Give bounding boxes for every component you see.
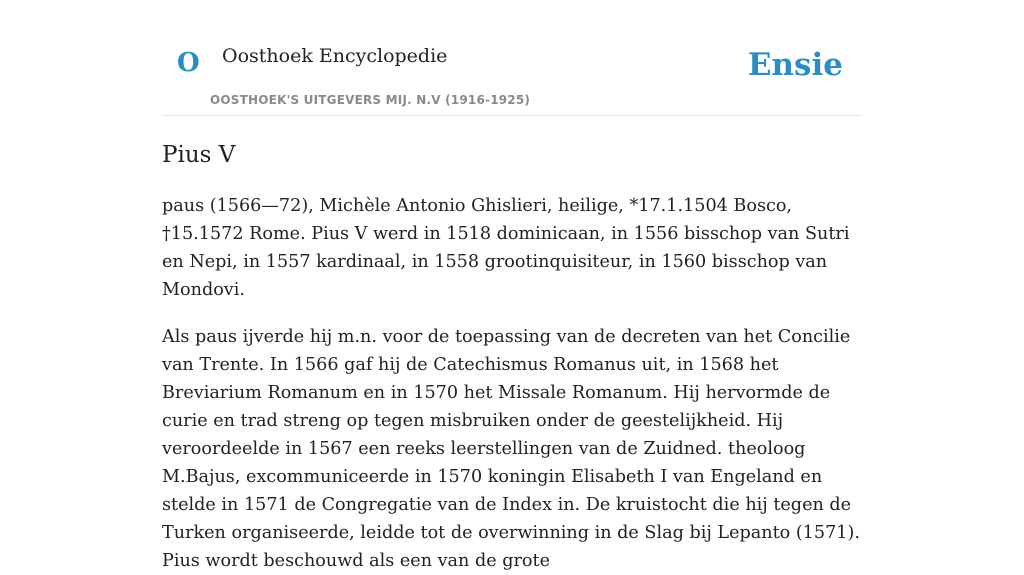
article-paragraph: Als paus ijverde hij m.n. voor de toepassing van de decreten van het Concilie van Trente. In 1566 gaf hij de Catechismus Romanus uit, in 1568 het Breviarium Romanum en in 1570 het Missale Romanum. Hij hervormde de curie en trad streng op tegen misbruiken onder de geestelijkheid. Hij veroordeelde in 1567 een reeks leerstellingen van de Zuidned. theoloog M.Bajus, excommuniceerde in 1570 koningin Elisabeth I van Engeland en stelde in 1571 de Congregatie van de Index in. De kruistocht die hij tegen de Turken organiseerde, leidde tot de overwinning in de Slag bij Lepanto (1571). Pius wordt beschouwd als een van de grote	[162, 326, 860, 571]
source-title[interactable]: Oosthoek Encyclopedie	[222, 45, 448, 67]
source-logo-icon[interactable]: O	[177, 48, 200, 78]
source-subtitle: OOSTHOEK'S UITGEVERS MIJ. N.V (1916-1925)	[210, 93, 531, 107]
article-card	[162, 0, 862, 575]
article-paragraph: paus (1566—72), Michèle Antonio Ghislieri, heilige, *17.1.1504 Bosco, †15.1572 Rome. Pius V werd in 1518 dominicaan, in 1556 bisschop van Sutri en Nepi, in 1557 kardinaal, in 1558 grootinquisiteur, in 1560 bisschop van Mondovi.	[162, 195, 850, 300]
brand-logo[interactable]: Ensie	[747, 47, 843, 83]
article-body	[162, 192, 862, 575]
article-title: Pius V	[162, 142, 236, 168]
source-header	[162, 0, 862, 116]
